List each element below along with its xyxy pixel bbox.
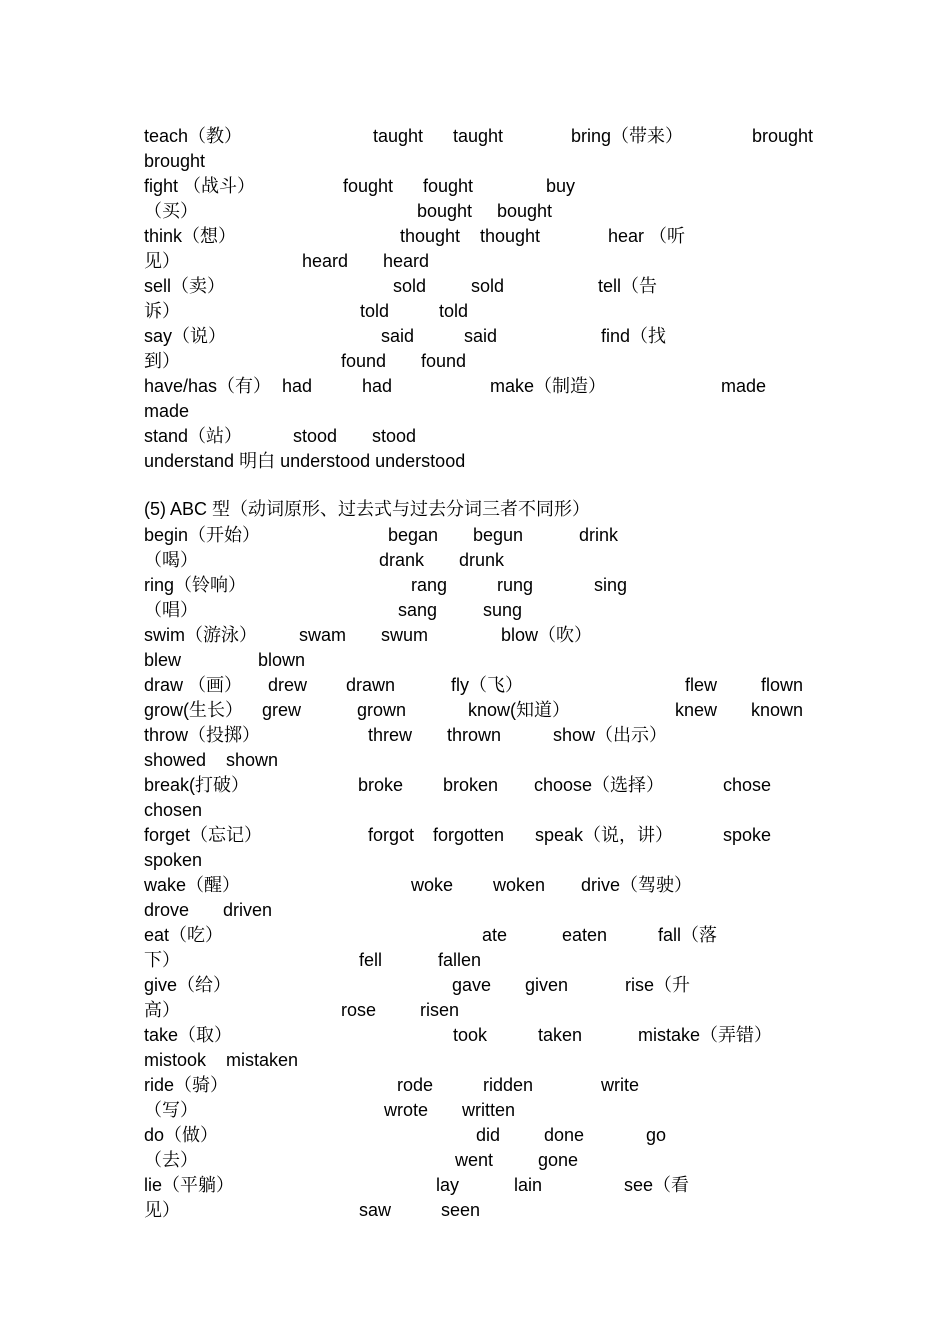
verb-form: chose: [723, 775, 772, 795]
verb-form: shown: [226, 750, 279, 770]
verb-form: drawn: [346, 675, 396, 695]
verb-form: 高）: [144, 1000, 180, 1020]
verb-form: gone: [538, 1150, 579, 1170]
verb-form: ring（铃响）: [144, 575, 247, 595]
verb-form: have/has（有）: [144, 376, 272, 396]
verb-form: sold: [471, 276, 505, 296]
verb-form: took: [453, 1025, 488, 1045]
verb-form: thought: [480, 226, 541, 246]
verb-form: taken: [538, 1025, 583, 1045]
verb-form: （买）: [144, 201, 198, 221]
verb-form: rung: [497, 575, 534, 595]
verb-form: knew: [675, 700, 718, 720]
verb-form: throw（投掷）: [144, 725, 261, 745]
verb-line: [0, 623, 950, 648]
verb-form: taught: [373, 126, 424, 146]
verb-form: showed: [144, 750, 207, 770]
verb-line: [0, 1123, 950, 1148]
verb-line: [0, 199, 950, 224]
verb-line: [0, 449, 950, 474]
verb-form: forget（忘记）: [144, 825, 263, 845]
verb-form: sold: [393, 276, 427, 296]
verb-form: did: [476, 1125, 501, 1145]
verb-form: woke: [411, 875, 454, 895]
verb-form: make（制造）: [490, 376, 607, 396]
verb-line: [0, 1173, 950, 1198]
verb-form: understand 明白 understood understood: [144, 451, 466, 471]
verb-form: heard: [383, 251, 430, 271]
verb-form: drew: [268, 675, 308, 695]
verb-line: [0, 324, 950, 349]
verb-form: went: [455, 1150, 494, 1170]
verb-form: forgot: [368, 825, 415, 845]
verb-form: （去）: [144, 1150, 198, 1170]
verb-line: [0, 648, 950, 673]
verb-form: bought: [497, 201, 553, 221]
verb-line: [0, 723, 950, 748]
verb-form: tell（告: [598, 276, 658, 296]
verb-form: eat（吃）: [144, 925, 224, 945]
verb-form: swum: [381, 625, 429, 645]
verb-form: hear （听: [608, 226, 686, 246]
verb-form: know(知道）: [468, 700, 571, 720]
verb-form: ridden: [483, 1075, 534, 1095]
verb-form: fall（落: [658, 925, 718, 945]
verb-form: sell（卖）: [144, 276, 226, 296]
verb-form: rang: [411, 575, 448, 595]
verb-form: grew: [262, 700, 302, 720]
verb-form: broken: [443, 775, 499, 795]
verb-line: [0, 673, 950, 698]
verb-form: blown: [258, 650, 306, 670]
verb-form: flown: [761, 675, 804, 695]
verb-form: wake（醒）: [144, 875, 241, 895]
verb-form: （喝）: [144, 550, 198, 570]
verb-form: forgotten: [433, 825, 505, 845]
verb-form: swim（游泳）: [144, 625, 257, 645]
verb-form: found: [421, 351, 467, 371]
verb-line: [0, 973, 950, 998]
verb-form: given: [525, 975, 569, 995]
verb-form: grow(生长）: [144, 700, 244, 720]
verb-line: [0, 374, 950, 399]
verb-form: eaten: [562, 925, 608, 945]
verb-form: write: [601, 1075, 640, 1095]
verb-form: blow（吹）: [501, 625, 593, 645]
verb-form: rode: [397, 1075, 434, 1095]
verb-form: ride（骑）: [144, 1075, 229, 1095]
verb-line: [0, 424, 950, 449]
verb-form: thought: [400, 226, 461, 246]
verb-form: risen: [420, 1000, 460, 1020]
verb-line: [0, 224, 950, 249]
verb-form: rise（升: [625, 975, 691, 995]
verb-form: gave: [452, 975, 492, 995]
verb-line: [0, 349, 950, 374]
verb-line: [0, 748, 950, 773]
verb-form: mistake（弄错）: [638, 1025, 773, 1045]
verb-form: 诉）: [144, 301, 180, 321]
verb-line: [0, 174, 950, 199]
verb-form: had: [282, 376, 313, 396]
verb-form: fell: [359, 950, 383, 970]
verb-line: [0, 1198, 950, 1223]
verb-form: had: [362, 376, 393, 396]
verb-line: [0, 823, 950, 848]
verb-form: sang: [398, 600, 438, 620]
verb-form: bring（带来）: [571, 126, 684, 146]
verb-form: give（给）: [144, 975, 232, 995]
verb-form: fought: [343, 176, 394, 196]
verb-form: wrote: [384, 1100, 429, 1120]
verb-form: 下）: [144, 950, 180, 970]
verb-line: [0, 923, 950, 948]
verb-line: [0, 773, 950, 798]
verb-form: lie（平躺）: [144, 1175, 235, 1195]
verb-line: [0, 249, 950, 274]
verb-form: known: [751, 700, 804, 720]
verb-line: [0, 1098, 950, 1123]
verb-form: began: [388, 525, 439, 545]
verb-form: found: [341, 351, 387, 371]
verb-form: brought: [144, 151, 206, 171]
verb-form: fight （战斗）: [144, 176, 256, 196]
verb-form: begin（开始）: [144, 525, 261, 545]
verb-form: done: [544, 1125, 585, 1145]
verb-form: rose: [341, 1000, 377, 1020]
verb-form: mistook: [144, 1050, 207, 1070]
verb-form: say（说）: [144, 326, 227, 346]
verb-form: think（想）: [144, 226, 237, 246]
verb-form: seen: [441, 1200, 481, 1220]
verb-form: saw: [359, 1200, 392, 1220]
verb-form: mistaken: [226, 1050, 299, 1070]
verb-form: written: [462, 1100, 516, 1120]
verb-form: spoken: [144, 850, 203, 870]
verb-line: [0, 523, 950, 548]
verb-line: [0, 274, 950, 299]
verb-line: [0, 798, 950, 823]
verb-form: sung: [483, 600, 523, 620]
verb-line: [0, 573, 950, 598]
verb-form: made: [721, 376, 767, 396]
verb-line: [0, 998, 950, 1023]
verb-form: grown: [357, 700, 407, 720]
verb-form: （唱）: [144, 600, 198, 620]
verb-form: brought: [752, 126, 814, 146]
verb-form: fought: [423, 176, 474, 196]
verb-form: go: [646, 1125, 667, 1145]
verb-form: drank: [379, 550, 425, 570]
verb-form: drove: [144, 900, 190, 920]
verb-form: 到）: [144, 351, 180, 371]
verb-form: stood: [293, 426, 338, 446]
verb-form: made: [144, 401, 190, 421]
verb-form: heard: [302, 251, 349, 271]
verb-form: 见）: [144, 1200, 180, 1220]
verb-form: woken: [493, 875, 546, 895]
verb-form: threw: [368, 725, 413, 745]
verb-form: ate: [482, 925, 508, 945]
verb-form: spoke: [723, 825, 772, 845]
verb-form: bought: [417, 201, 473, 221]
verb-form: blew: [144, 650, 182, 670]
verb-line: [0, 399, 950, 424]
verb-form: swam: [299, 625, 347, 645]
verb-form: told: [439, 301, 469, 321]
verb-line: [0, 299, 950, 324]
verb-form: draw （画）: [144, 675, 243, 695]
verb-form: see（看: [624, 1175, 690, 1195]
verb-form: told: [360, 301, 390, 321]
verb-form: drink: [579, 525, 619, 545]
verb-line: [0, 848, 950, 873]
verb-form: said: [464, 326, 498, 346]
verb-line: [0, 149, 950, 174]
verb-form: drive（驾驶）: [581, 875, 693, 895]
section-heading: [0, 497, 950, 522]
verb-form: teach（教）: [144, 126, 243, 146]
verb-form: take（取）: [144, 1025, 233, 1045]
verb-form: 见）: [144, 251, 180, 271]
verb-line: [0, 1023, 950, 1048]
verb-form: lain: [514, 1175, 543, 1195]
verb-form: thrown: [447, 725, 502, 745]
verb-form: lay: [436, 1175, 460, 1195]
verb-form: find（找: [601, 326, 667, 346]
verb-line: [0, 548, 950, 573]
verb-line: [0, 598, 950, 623]
verb-form: fly（飞）: [451, 675, 523, 695]
verb-form: buy: [546, 176, 576, 196]
verb-form: broke: [358, 775, 404, 795]
verb-form: begun: [473, 525, 524, 545]
verb-form: do（做）: [144, 1125, 219, 1145]
verb-form: （写）: [144, 1100, 198, 1120]
section-heading-text: (5) ABC 型（动词原形、过去式与过去分词三者不同形）: [144, 499, 591, 519]
verb-form: said: [381, 326, 415, 346]
verb-form: sing: [594, 575, 628, 595]
verb-line: [0, 948, 950, 973]
verb-form: stand（站）: [144, 426, 243, 446]
verb-form: show（出示）: [553, 725, 668, 745]
verb-form: taught: [453, 126, 504, 146]
verb-form: break(打破）: [144, 775, 250, 795]
verb-form: flew: [685, 675, 718, 695]
verb-line: [0, 1048, 950, 1073]
verb-form: chosen: [144, 800, 203, 820]
verb-form: fallen: [438, 950, 482, 970]
verb-line: [0, 698, 950, 723]
verb-line: [0, 898, 950, 923]
verb-line: [0, 873, 950, 898]
verb-form: stood: [372, 426, 417, 446]
verb-form: choose（选择）: [534, 775, 665, 795]
verb-line: [0, 1073, 950, 1098]
verb-form: speak（说，讲）: [535, 825, 674, 845]
verb-line: [0, 1148, 950, 1173]
verb-form: driven: [223, 900, 273, 920]
verb-form: drunk: [459, 550, 505, 570]
verb-line: [0, 124, 950, 149]
